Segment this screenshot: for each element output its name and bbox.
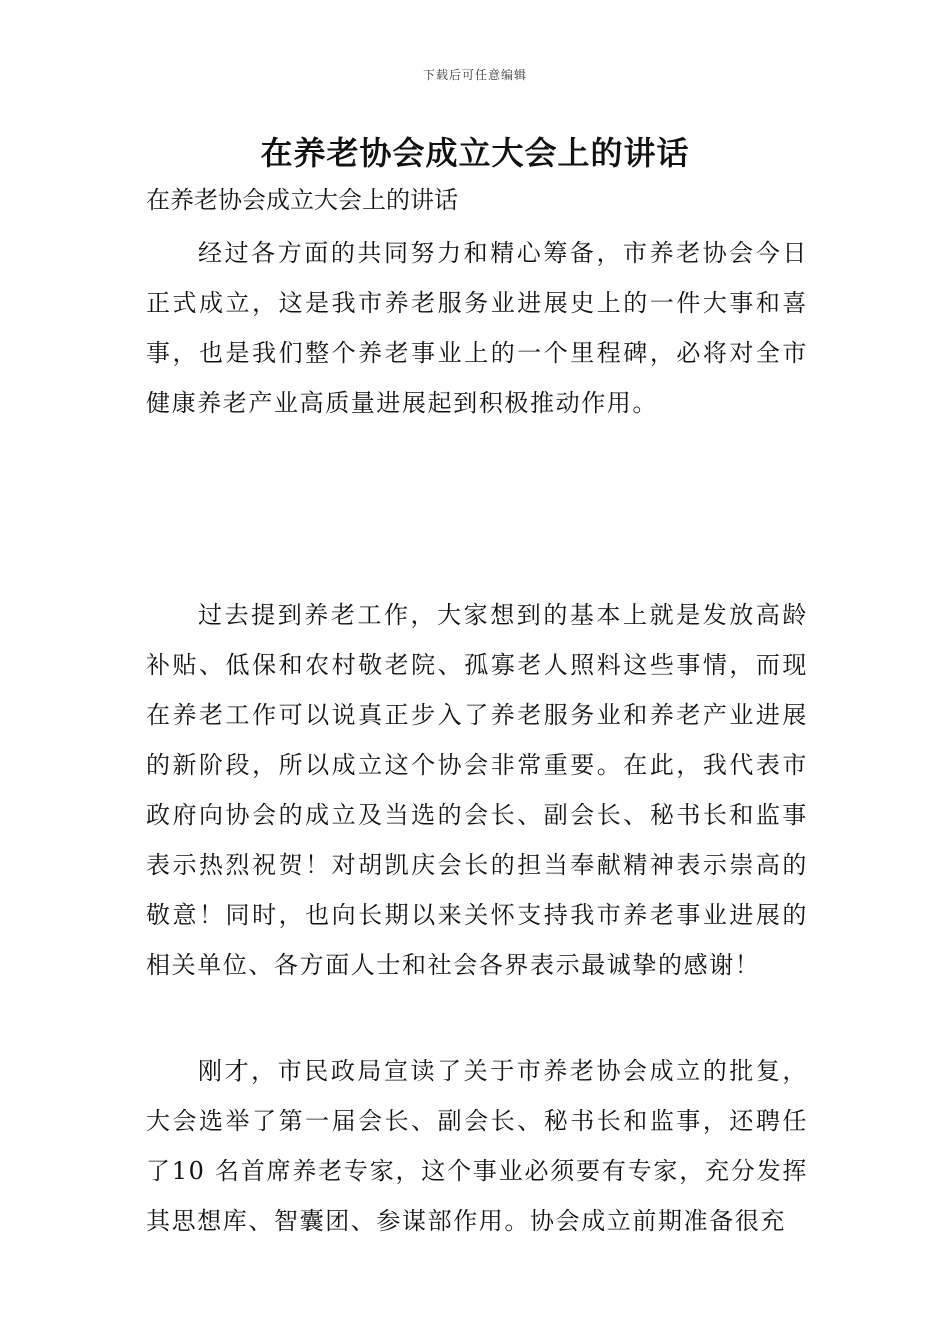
- document-subtitle: 在养老协会成立大会上的讲话: [146, 186, 458, 214]
- document-title: 在养老协会成立大会上的讲话: [260, 134, 690, 172]
- paragraph-1: 经过各方面的共同努力和精心筹备，市养老协会今日正式成立，这是我市养老服务业进展史上的一件大事和喜事，也是我们整个养老事业上的一个里程碑，必将对全市健康养老产业高质量进展起到积极推动作用。: [146, 239, 808, 417]
- document-body: [146, 178, 808, 1246]
- header-note: 下载后可任意编辑: [422, 68, 527, 82]
- paragraph-2: 过去提到养老工作，大家想到的基本上就是发放高龄补贴、低保和农村敬老院、孤寡老人照料这些事情，而现在养老工作可以说真正步入了养老服务业和养老产业进展的新阶段，所以成立这个协会非常重要。在此，我代表市政府向协会的成立及当选的会长、副会长、秘书长和监事表示热烈祝贺！对胡凯庆会长的担当奉献精神表示崇高的敬意！同时，也向长期以来关怀支持我市养老事业进展的相关单位、各方面人士和社会各界表示最诚挚的感谢！: [146, 601, 808, 979]
- paragraph-3: 刚才，市民政局宣读了关于市养老协会成立的批复，大会选举了第一届会长、副会长、秘书长和监事，还聘任了10 名首席养老专家，这个事业必须要有专家，充分发挥其思想库、智囊团、参谋部作用。协会成立前期准备很充: [146, 1057, 808, 1235]
